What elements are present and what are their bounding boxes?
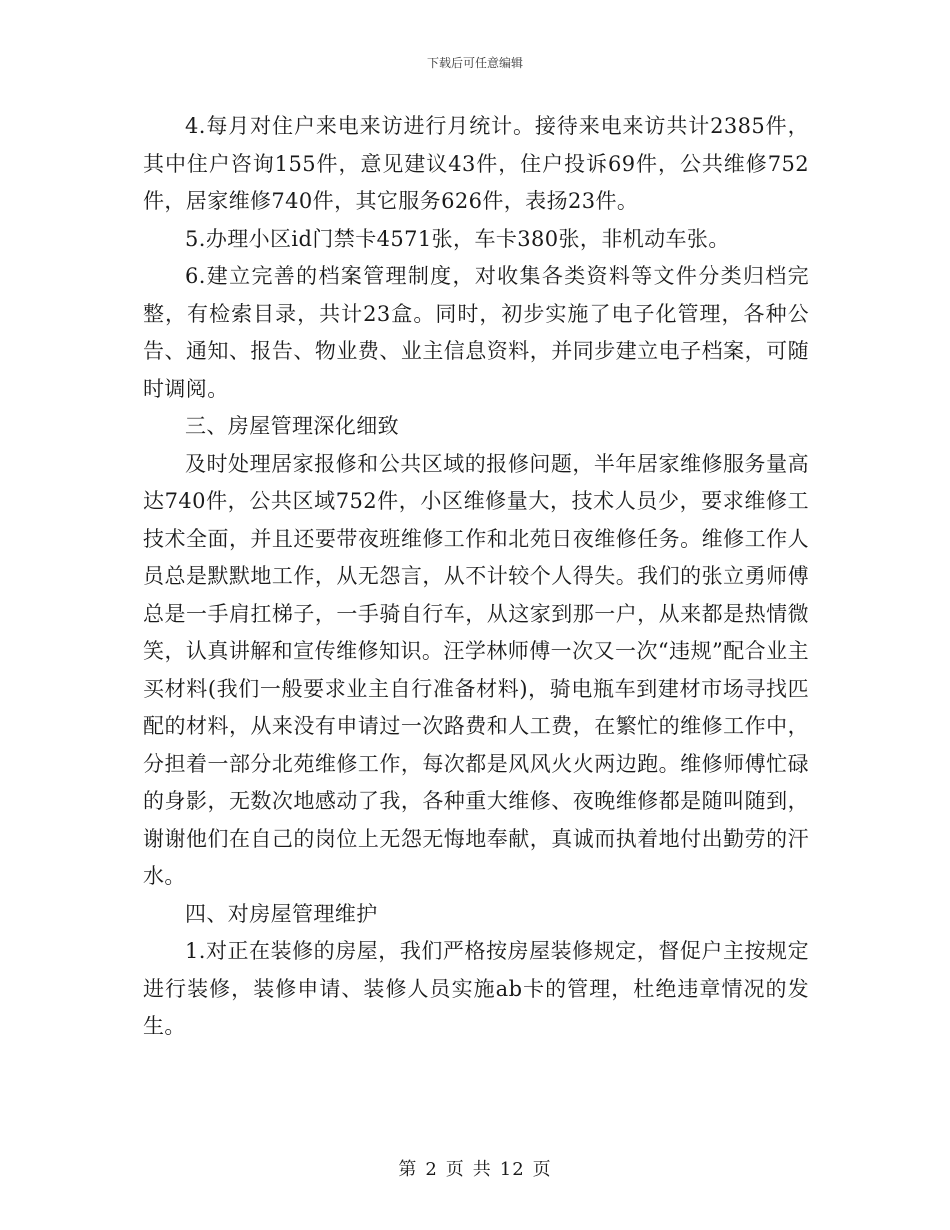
paragraph-maintenance: 及时处理居家报修和公共区域的报修问题，半年居家维修服务量高达740件，公共区域752件，小区维修量大，技术人员少，要求维修工技术全面，并且还要带夜班维修工作和北苑日夜维修任务。维修工作人员总是默默地工作，从无怨言，从不计较个人得失。我们的张立勇师傅总是一手肩扛梯子，一手骑自行车，从这家到那一户，从来都是热情微笑，认真讲解和宣传维修知识。汪学林师傅一次又一次“违规”配合业主买材料(我们一般要求业主自行准备材料)，骑电瓶车到建材市场寻找匹配的材料，从来没有申请过一次路费和人工费，在繁忙的维修工作中，分担着一部分北苑维修工作，每次都是风风火火两边跑。维修师傅忙碌的身影，无数次地感动了我，各种重大维修、夜晚维修都是随叫随到，谢谢他们在自己的岗位上无怨无悔地奉献，真诚而执着地付出勤劳的汗水。 <box>143 451 809 888</box>
document-body <box>143 108 809 1046</box>
footer-suffix: 页 <box>532 1159 552 1180</box>
section-heading-3: 三、房屋管理深化细致 <box>185 414 399 438</box>
total-pages-number: 12 <box>499 1159 525 1180</box>
current-page-number: 2 <box>425 1159 438 1180</box>
page-footer <box>0 1155 950 1181</box>
paragraph-item-6-archives: 6.建立完善的档案管理制度，对收集各类资料等文件分类归档完整，有检索目录，共计23盒。同时，初步实施了电子化管理，各种公告、通知、报告、物业费、业主信息资料，并同步建立电子档案，可随时调阅。 <box>143 264 809 401</box>
paragraph-item-4-stats: 4.每月对住户来电来访进行月统计。接待来电来访共计2385件，其中住户咨询155件，意见建议43件，住户投诉69件，公共维修752件，居家维修740件，其它服务626件，表扬23件。 <box>143 114 809 213</box>
paragraph-item-5-cards: 5.办理小区id门禁卡4571张，车卡380张，非机动车张。 <box>185 226 730 251</box>
footer-prefix: 第 <box>398 1159 418 1180</box>
footer-total-word: 共 <box>472 1159 492 1180</box>
header-note: 下载后可任意编辑 <box>426 56 523 70</box>
paragraph-renovation: 1.对正在装修的房屋，我们严格按房屋装修规定，督促户主按规定进行装修，装修申请、装修人员实施ab卡的管理，杜绝违章情况的发生。 <box>143 939 809 1038</box>
footer-page-word: 页 <box>445 1159 465 1180</box>
section-heading-4: 四、对房屋管理维护 <box>185 901 378 926</box>
